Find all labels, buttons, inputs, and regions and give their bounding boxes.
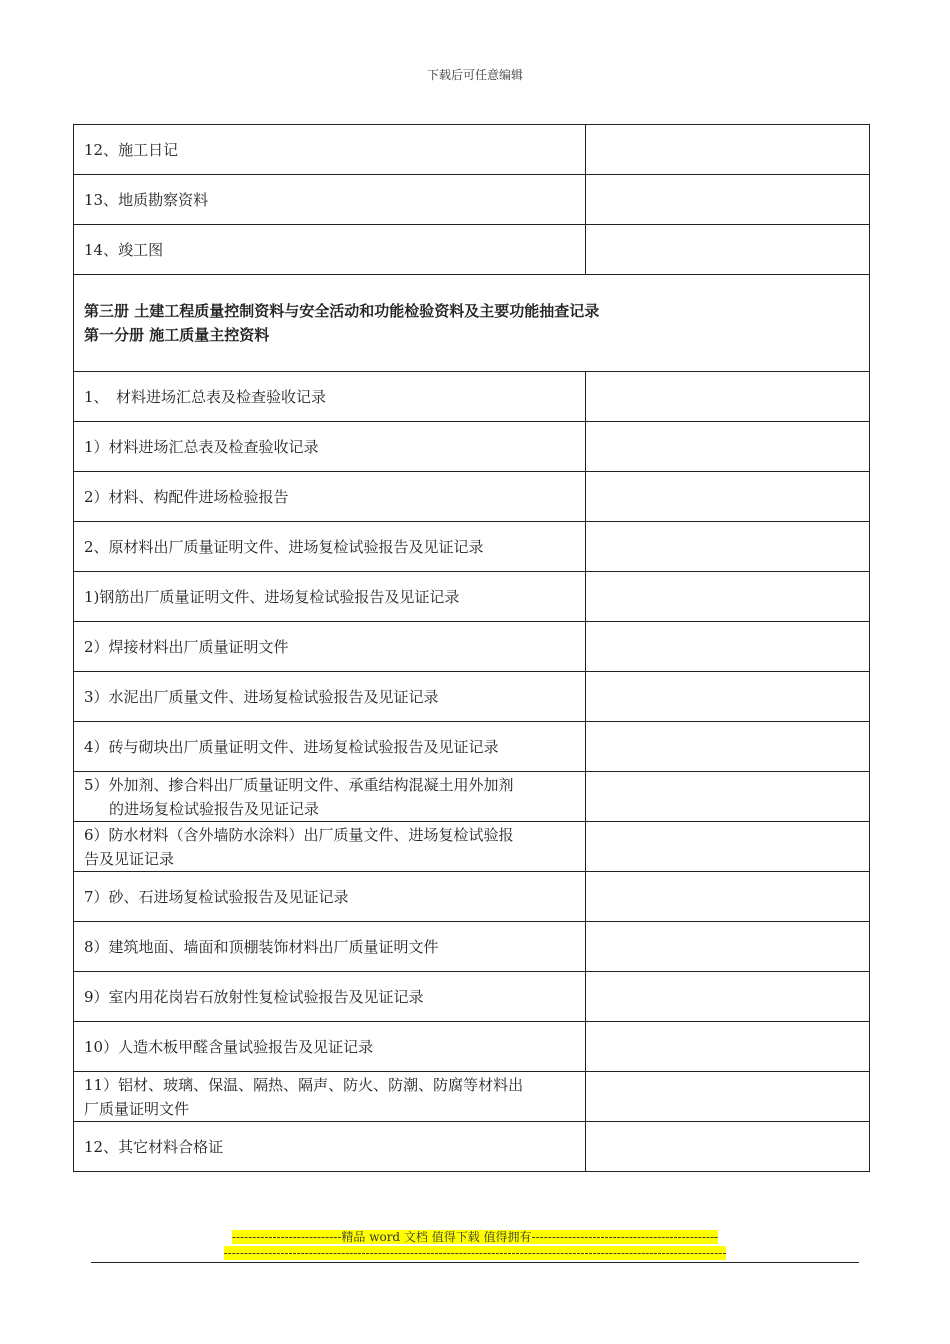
item-cell: 1)钢筋出厂质量证明文件、进场复检试验报告及见证记录 bbox=[74, 572, 586, 622]
blank-cell bbox=[586, 125, 870, 175]
table-row bbox=[74, 125, 870, 175]
item-cell: 7）砂、石进场复检试验报告及见证记录 bbox=[74, 872, 586, 922]
item-cell: 12、施工日记 bbox=[74, 125, 586, 175]
blank-cell bbox=[586, 372, 870, 422]
blank-cell bbox=[586, 522, 870, 572]
item-cell: 1）材料进场汇总表及检查验收记录 bbox=[74, 422, 586, 472]
table-row bbox=[74, 175, 870, 225]
blank-cell bbox=[586, 722, 870, 772]
blank-cell bbox=[586, 1072, 870, 1122]
item-cell: 2）焊接材料出厂质量证明文件 bbox=[74, 622, 586, 672]
table-row bbox=[74, 472, 870, 522]
page-header: 下载后可任意编辑 bbox=[426, 68, 523, 82]
blank-cell bbox=[586, 422, 870, 472]
item-cell: 8）建筑地面、墙面和顶棚装饰材料出厂质量证明文件 bbox=[74, 922, 586, 972]
item-cell: 10）人造木板甲醛含量试验报告及见证记录 bbox=[74, 1022, 586, 1072]
blank-cell bbox=[586, 972, 870, 1022]
item-cell: 13、地质勘察资料 bbox=[74, 175, 586, 225]
item-cell bbox=[74, 822, 586, 872]
footer-banner-text: ---------------------------精品 word 文档 值得下载 值得拥有---------------------------------------------- bbox=[231, 1230, 719, 1244]
table-row bbox=[74, 225, 870, 275]
blank-cell bbox=[586, 772, 870, 822]
item-cell bbox=[74, 772, 586, 822]
item-cell: 14、竣工图 bbox=[74, 225, 586, 275]
item-cell: 9）室内用花岗岩石放射性复检试验报告及见证记录 bbox=[74, 972, 586, 1022]
section-row bbox=[74, 275, 870, 372]
table-row bbox=[74, 522, 870, 572]
blank-cell bbox=[586, 1022, 870, 1072]
blank-cell bbox=[586, 872, 870, 922]
blank-cell bbox=[586, 1122, 870, 1172]
table-row bbox=[74, 372, 870, 422]
table-row bbox=[74, 622, 870, 672]
item-line: 11）铝材、玻璃、保温、隔热、隔声、防火、防潮、防腐等材料出 bbox=[84, 1075, 524, 1094]
item-cell: 2）材料、构配件进场检验报告 bbox=[74, 472, 586, 522]
blank-cell bbox=[586, 672, 870, 722]
item-line-continued: 厂质量证明文件 bbox=[84, 1099, 190, 1118]
section-subvolume-title: 第一分册 施工质量主控资料 bbox=[84, 326, 270, 344]
table-row bbox=[74, 1072, 870, 1122]
blank-cell bbox=[586, 822, 870, 872]
table-row bbox=[74, 872, 870, 922]
blank-cell bbox=[586, 622, 870, 672]
item-cell: 1、 材料进场汇总表及检查验收记录 bbox=[74, 372, 586, 422]
table-row bbox=[74, 672, 870, 722]
table-row bbox=[74, 772, 870, 822]
item-line: 5）外加剂、掺合料出厂质量证明文件、承重结构混凝土用外加剂 bbox=[84, 775, 514, 794]
table-row bbox=[74, 922, 870, 972]
footer-banner-line bbox=[0, 1230, 950, 1244]
document-table bbox=[73, 124, 870, 1172]
footer-dash-text: ---------------------------------------------------------------------------------------------------------------------------- bbox=[223, 1246, 727, 1260]
table-row bbox=[74, 722, 870, 772]
item-line-continued: 告及见证记录 bbox=[84, 849, 175, 868]
blank-cell bbox=[586, 922, 870, 972]
table-row bbox=[74, 422, 870, 472]
blank-cell bbox=[586, 572, 870, 622]
item-cell bbox=[74, 1072, 586, 1122]
footer-divider bbox=[91, 1262, 859, 1263]
item-cell: 12、其它材料合格证 bbox=[74, 1122, 586, 1172]
table-row bbox=[74, 572, 870, 622]
item-cell: 4）砖与砌块出厂质量证明文件、进场复检试验报告及见证记录 bbox=[74, 722, 586, 772]
item-line: 6）防水材料（含外墙防水涂料）出厂质量文件、进场复检试验报 bbox=[84, 825, 514, 844]
table-row bbox=[74, 822, 870, 872]
section-heading-cell bbox=[74, 275, 870, 372]
item-line-continued: 的进场复检试验报告及见证记录 bbox=[109, 799, 320, 818]
section-volume-title: 第三册 土建工程质量控制资料与安全活动和功能检验资料及主要功能抽查记录 bbox=[84, 302, 600, 320]
item-cell: 3）水泥出厂质量文件、进场复检试验报告及见证记录 bbox=[74, 672, 586, 722]
item-cell: 2、原材料出厂质量证明文件、进场复检试验报告及见证记录 bbox=[74, 522, 586, 572]
table-row bbox=[74, 972, 870, 1022]
blank-cell bbox=[586, 225, 870, 275]
blank-cell bbox=[586, 472, 870, 522]
table-row bbox=[74, 1122, 870, 1172]
table-row bbox=[74, 1022, 870, 1072]
footer-dash-line bbox=[0, 1246, 950, 1260]
blank-cell bbox=[586, 175, 870, 225]
